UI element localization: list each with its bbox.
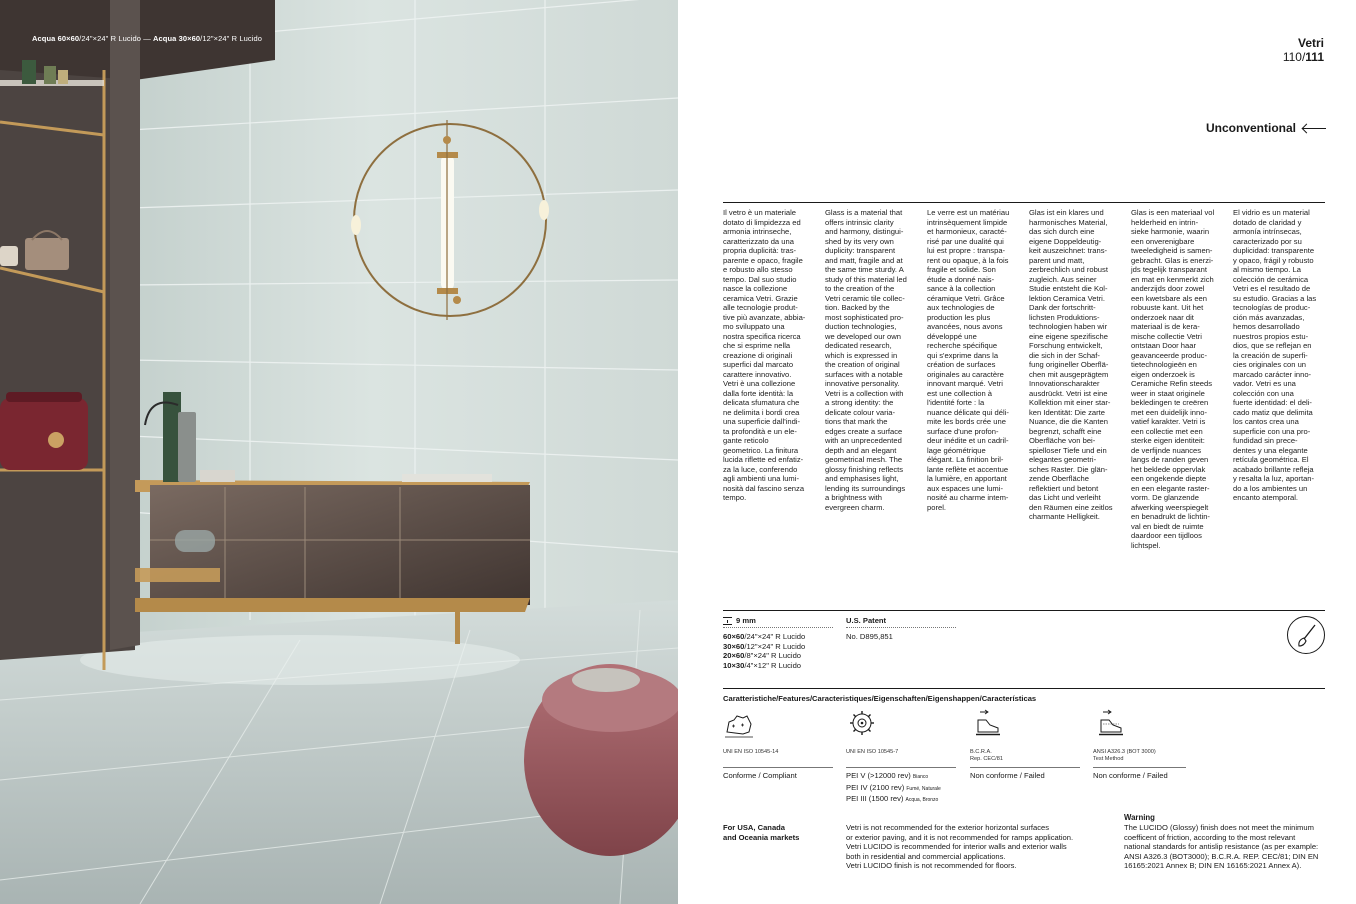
size-list (723, 632, 805, 670)
description-nl-text: Glas is een materiaal vol helderheid en intrin- sieke harmonie, waarin een onverenigbare tweeledigheid is samen- gebracht. Glas is enerzi- jds tegelijk transparant en mat en kenmerkt zich anderzijds door zowel een kwetsbare als een robuuste kant. Uit het onderzoek naar dit materiaal is de kera- mische collectie Vetri ontstaan Door haar geavanceerde produc- tietechnologieën en eigen onderzoek is Ceramiche Refin steeds weer in staat originele bekledingen te creëren met een duidelijk inno- vatief karakter. Vetri is een collectie met een sterke eigen identiteit: de verfijnde nuances langs de randen geven het beklede oppervlak een ongekende diepte en een elegante raster- vorm. De glanzende afwerking weerspiegelt en benadrukt de lichtin- val en biedt de ruimte daardoor een tijdloos lichtspel. (1131, 208, 1215, 550)
pei-class: PEI IV (2100 rev) (846, 782, 905, 792)
size-item (723, 661, 805, 671)
pei-item (846, 771, 941, 783)
pei-colors: Bianco (912, 774, 929, 780)
paintbrush-icon (1287, 616, 1325, 654)
size-desc: /24"×24" R Lucido (744, 632, 806, 641)
arrow-left-icon (1302, 123, 1326, 133)
size-code: 30×60 (723, 641, 745, 651)
frost-norm: UNI EN ISO 10545-14 (723, 749, 779, 755)
bcra-rule (970, 767, 1080, 768)
warning-text: The LUCIDO (Glossy) finish does not meet the minimum coefficent of friction, according to the most relevant national standards for antislip resistance (as per example: ANSI A326.3 (BOT3000); B.C.R.A. REP. CEC/81; DIN EN 16165:2021 Annex B; DIN EN 16165:2021 Annex A). (1124, 823, 1319, 870)
slip-test-bcra-icon (970, 708, 1002, 736)
features-title: Caratteristiche/Features/Caracteristiques/Eigenschaften/Eigenshappen/Características (723, 694, 1037, 703)
pei-colors: Fumé, Naturale (906, 785, 941, 792)
caption-item1-rest: /24"×24" R Lucido — (79, 34, 153, 43)
patent-number: No. D895,851 (846, 632, 893, 641)
patent-rule (846, 627, 956, 628)
pei-item (846, 794, 941, 806)
thickness-spec (723, 616, 756, 625)
description-columns (723, 208, 1325, 550)
abrasion-rule (846, 767, 956, 768)
description-nl (1131, 208, 1223, 550)
photo-caption (32, 34, 262, 43)
description-de (1029, 208, 1121, 550)
pei-class: PEI V (>12000 rev) (846, 771, 911, 780)
markets-label-line1: For USA, Canada (723, 823, 786, 832)
abrasion-resistance-icon (846, 710, 878, 738)
markets-text: Vetri is not recommended for the exterior horizontal surfaces or exterior paving, and it is not recommended for ramps application. Vetri LUCIDO is recommended for interior walls and exterior walls both in residential and commercial applications. Vetri LUCIDO finish is not recommended for floors. (846, 823, 1074, 870)
description-fr-text: Le verre est un matériau intrinsèquement limpide et harmonieux, caracté- risé par une dualité qui lui est propre : transpa- rent ou opaque, à la fois fragile et solide. Son étude a donné nais- sance à la collection céramique Vetri. Grâce aux technologies de production les plus avancées, nous avons développé une recherche spécifique qui s'exprime dans la création de surfaces originales au caractère innovant marqué. Vetri est une collection à l'identité forte : la nuance délicate qui déli- mite les bords crée une surface d'une profon- deur inédite et un cadril- lage géométrique élégant. La finition bril- lante reflète et accentue la lumière, en apportant aux espaces une lumi- nosité au charme intem- porel. (927, 208, 1010, 512)
page-number (1283, 50, 1324, 64)
description-it-text: Il vetro è un materiale dotato di limpidezza ed armonia intrinseche, caratterizzato da una propria duplicità: tras- parente e opaco, fragile e robusto allo stesso tempo. Dal suo studio nasce la collezione ceramica Vetri. Grazie alle tecnologie produt- tive più avanzate, abbia- mo sviluppato una nostra specifica ricerca che si esprime nella creazione di originali superfici dal marcato carattere innovativo. Vetri è una collezione dalla forte identità: la delicata sfumatura che ne delimita i bordi crea una superficie dall'indi- ta profondità e un ele- gante reticolo geometrico. La finitura lucida riflette ed enfatiz- za la luce, conferendo agli ambienti una lumi- nosità dal fascino senza tempo. (723, 208, 806, 502)
size-desc: /8"×24" R Lucido (744, 651, 802, 661)
pei-colors: Acqua, Bronzo (905, 797, 939, 803)
caption-item2-rest: /12"×24" R Lucido (200, 34, 263, 43)
size-desc: /4"×12" R Lucido (744, 660, 802, 670)
markets-label (723, 823, 799, 842)
description-top-rule (723, 202, 1325, 203)
ansi-norm-line2: Test Method (1093, 755, 1124, 762)
size-code: 10×30 (723, 660, 745, 670)
patent-label: U.S. Patent (846, 616, 887, 625)
tagline-link[interactable] (1206, 121, 1326, 135)
thickness-value: 9 mm (736, 616, 756, 625)
bcra-norm-line1: B.C.R.A. (970, 749, 992, 755)
page-current: 110/ (1282, 50, 1306, 64)
shelf-handbag (25, 238, 69, 270)
description-de-text: Glas ist ein klares und harmonisches Material, das sich durch eine eigene Doppeldeutig- keit auszeichnet: trans- parent und matt, zerbrechlich und robust zugleich. Aus seiner Studie entsteht die Kol- lektion Ceramica Vetri. Dank der fortschritt- lichsten Produktions- technologien haben wir eine eigene spezifische Forschung entwickelt, die sich in der Schaf- fung origineller Oberflä- chen mit ausgeprägtem Innovationscharakter ausdrückt. Vetri ist eine Kollektion mit einer star- ken Identität: Die zarte Nuance, die die Kanten begrenzt, schafft eine Oberfläche von bei- spielloser Tiefe und ein elegantes geometri- sches Raster. Die glän- zende Oberfläche reflektiert und betont das Licht und verleiht den Räumen eine zeitlos charmante Helligkeit. (1029, 208, 1113, 521)
warning-title: Warning (1124, 813, 1155, 822)
pei-class: PEI III (1500 rev) (846, 794, 904, 803)
size-code: 60×60 (723, 632, 745, 641)
bcra-norm-line2: Rep. CEC/81 (970, 755, 1003, 762)
abrasion-norm: UNI EN ISO 10545-7 (846, 749, 899, 755)
tagline-label: Unconventional (1205, 121, 1296, 135)
slip-test-ansi-icon (1093, 708, 1125, 736)
size-desc: /12"×24" R Lucido (744, 641, 806, 651)
frost-resistance-icon (723, 712, 755, 740)
description-en-text: Glass is a material that offers intrinsic clarity and harmony, distingui- shed by its very own duplicity: transparent and matt, fragile and at the same time sturdy. A study of this material led to the creation of the Vetri ceramic tile collec- tion. Backed by the most sophisticated pro- duction technologies, we developed our own dedicated research, which is expressed in the creation of original surfaces with a notable innovative personality. Vetri is a collection with a strong identity: the delicate colour varia- tions that mark the edges create a surface with an unprecedented depth and an elegant geometrical mesh. The glossy finishing reflects and emphasises light, lending its surroundings a brightness with evergreen charm. (825, 208, 907, 512)
description-es-text: El vidrio es un material dotado de claridad y armonía intrínsecas, caracterizado por su duplicidad: transparente y opaco, frágil y robusto al mismo tiempo. La colección de cerámica Vetri es el resultado de su estudio. Gracias a las tecnologías de produc- ción más avanzadas, hemos desarrollado nuestros propios estu- dios, que se reflejan en la creación de superfi- cies originales con un marcado carácter inno- vador. Vetri es una colección con una fuerte identidad: el deli- cado matiz que delimita los cantos crea una superficie con una pro- fundidad sin prece- dentes y una elegante retícula geométrica. El acabado brillante refleja y resalta la luz, aportan- do a los ambientes un encanto atemporal. (1233, 208, 1317, 502)
ansi-norm (1093, 749, 1156, 763)
thickness-icon (723, 617, 732, 625)
burgundy-handbag (0, 398, 88, 470)
pei-list (846, 771, 941, 806)
bcra-result: Non conforme / Failed (970, 771, 1045, 780)
pei-item (846, 783, 941, 795)
caption-item2-code: Acqua 30×60 (153, 34, 201, 43)
ansi-rule (1093, 767, 1186, 768)
bcra-norm (970, 749, 1003, 763)
frost-result: Conforme / Compliant (723, 771, 797, 780)
size-item (723, 642, 805, 652)
description-es (1233, 208, 1325, 550)
series-title: Vetri (1297, 36, 1324, 50)
markets-label-line2: and Oceania markets (723, 832, 800, 842)
description-fr (927, 208, 1019, 550)
size-item (723, 632, 805, 642)
caption-item1-code: Acqua 60×60 (32, 34, 80, 43)
ansi-norm-line1: ANSI A326.3 (BOT 3000) (1093, 749, 1156, 755)
ansi-result: Non conforme / Failed (1093, 771, 1168, 780)
description-en (825, 208, 917, 550)
frost-rule (723, 767, 833, 768)
description-it (723, 208, 815, 550)
specs-top-rule (723, 610, 1325, 611)
catalog-page (678, 0, 1356, 904)
knit-throw (572, 668, 640, 692)
size-item (723, 651, 805, 661)
thickness-rule (723, 627, 833, 628)
page-total: 111 (1305, 50, 1324, 64)
size-code: 20×60 (723, 651, 745, 661)
features-top-rule (723, 688, 1325, 689)
